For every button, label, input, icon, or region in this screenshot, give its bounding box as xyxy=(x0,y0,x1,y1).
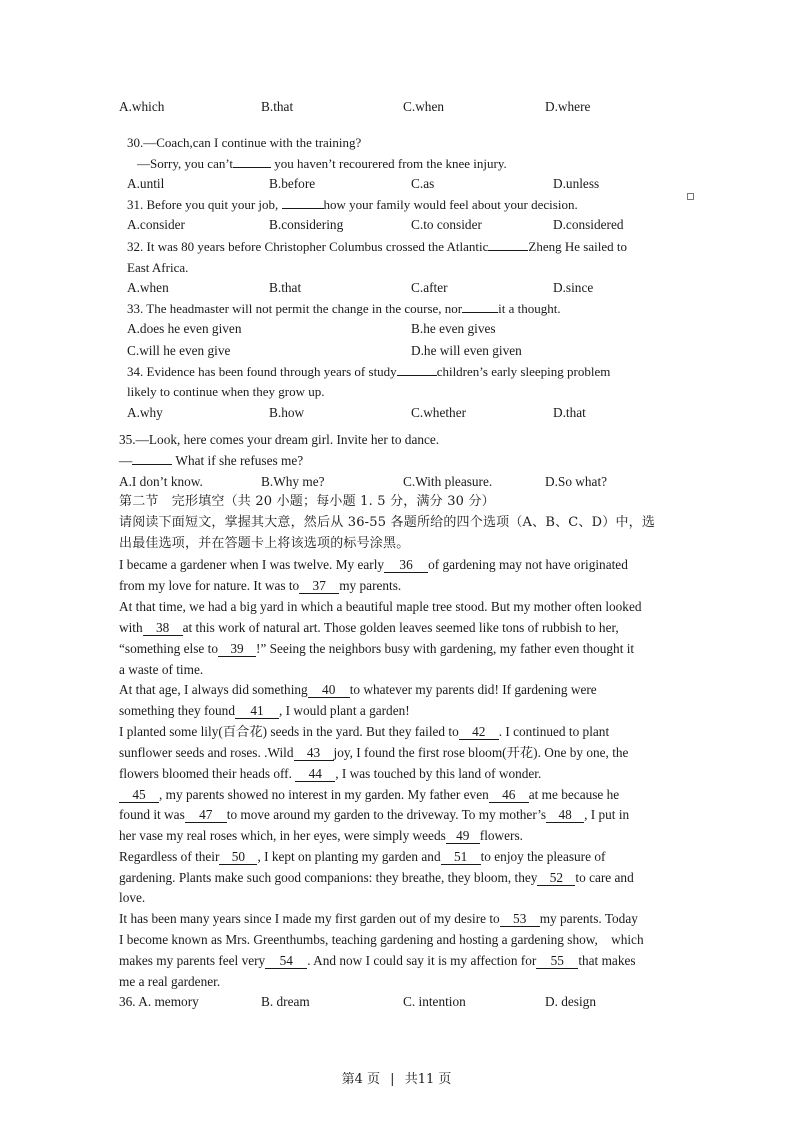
blank-53: 53 xyxy=(500,912,540,927)
passage-line-21: me a real gardener. xyxy=(119,974,221,989)
blank-48: 48 xyxy=(546,808,584,823)
q34-stem-pre: 34. Evidence has been found through years of study xyxy=(127,364,397,379)
passage-text: makes my parents feel very xyxy=(119,953,266,968)
passage-text: that makes xyxy=(578,953,636,968)
page-footer xyxy=(0,1068,793,1087)
q34-stem-post: children’s early sleeping problem xyxy=(436,364,611,379)
section2-instruction-line2: 出最佳选项，并在答题卡上将该选项的标号涂黑。 xyxy=(119,536,410,551)
q34-option-a: A.why xyxy=(127,405,163,420)
passage-text: joy, I found the first rose bloom(开花). One by one, the xyxy=(333,745,629,760)
q32-option-d: D.since xyxy=(553,280,594,295)
q33-option-c: C.will he even give xyxy=(127,343,231,358)
passage-line-4 xyxy=(119,619,619,637)
q31-option-c: C.to consider xyxy=(411,217,482,232)
q33-stem-pre: 33. The headmaster will not permit the change in the course, nor xyxy=(127,301,463,316)
passage-text: Regardless of their xyxy=(119,849,220,864)
passage-line-12 xyxy=(119,786,619,804)
q30-option-a: A.until xyxy=(127,176,165,191)
passage-text: . I continued to plant xyxy=(498,724,610,739)
q35-blank xyxy=(132,464,172,465)
q36-option-c: C. intention xyxy=(403,994,466,1009)
q34-stem-line2: likely to continue when they grow up. xyxy=(127,384,325,399)
passage-text: of gardening may not have originated xyxy=(428,557,628,572)
q33-option-b: B.he even gives xyxy=(411,321,496,336)
q35-stem-pre: — xyxy=(119,453,133,468)
q31-option-a: A.consider xyxy=(127,217,185,232)
q31-blank xyxy=(282,208,324,209)
q36-option-a: 36. A. memory xyxy=(119,994,199,1009)
passage-text: her vase my real roses which, in her eyes, were simply weeds xyxy=(119,828,446,843)
passage-text: from my love for nature. It was to xyxy=(119,578,300,593)
passage-text: , I kept on planting my garden and xyxy=(257,849,441,864)
q30-option-c: C.as xyxy=(411,176,435,191)
passage-line-11 xyxy=(119,765,541,783)
passage-line-17: love. xyxy=(119,890,146,905)
q30-option-b: B.before xyxy=(269,176,316,191)
q30-blank xyxy=(233,167,271,168)
q35-stem-line1: 35.—Look, here comes your dream girl. Invite her to dance. xyxy=(119,432,440,447)
blank-49: 49 xyxy=(446,829,480,844)
q31-option-b: B.considering xyxy=(269,217,344,232)
passage-text: to care and xyxy=(575,870,634,885)
q29-option-d: D.where xyxy=(545,99,591,114)
q30-option-d: D.unless xyxy=(553,176,600,191)
passage-text: found it was xyxy=(119,807,185,822)
q36-option-b: B. dream xyxy=(261,994,310,1009)
passage-text: gardening. Plants make such good companions: they breathe, they bloom, they xyxy=(119,870,538,885)
blank-45: 45 xyxy=(119,788,159,803)
q29-option-b: B.that xyxy=(261,99,294,114)
passage-text: at me because he xyxy=(528,787,620,802)
q34-option-d: D.that xyxy=(553,405,586,420)
q32-stem xyxy=(127,238,627,256)
passage-text: sunflower seeds and roses. .Wild xyxy=(119,745,294,760)
q35-option-a: A.I don’t know. xyxy=(119,474,203,489)
q32-option-c: C.after xyxy=(411,280,448,295)
passage-text: with xyxy=(119,620,143,635)
passage-line-1 xyxy=(119,556,628,574)
passage-text: At that age, I always did something xyxy=(119,682,308,697)
blank-50: 50 xyxy=(219,850,257,865)
passage-text: flowers bloomed their heads off. xyxy=(119,766,292,781)
q32-option-a: A.when xyxy=(127,280,169,295)
q31-stem-post: how your family would feel about your decision. xyxy=(323,197,578,212)
blank-38: 38 xyxy=(143,621,183,636)
passage-line-15 xyxy=(119,848,605,866)
q32-stem-post: Zheng He sailed to xyxy=(528,239,627,254)
passage-text: “something else to xyxy=(119,641,218,656)
blank-42: 42 xyxy=(459,725,499,740)
q35-option-d: D.So what? xyxy=(545,474,608,489)
page-number-separator: | xyxy=(390,1072,395,1087)
passage-line-13 xyxy=(119,806,629,824)
blank-36: 36 xyxy=(384,558,428,573)
passage-text: my parents. xyxy=(339,578,402,593)
q32-stem-line2: East Africa. xyxy=(127,260,189,275)
blank-47: 47 xyxy=(185,808,227,823)
q35-option-c: C.With pleasure. xyxy=(403,474,493,489)
q33-option-a: A.does he even given xyxy=(127,321,242,336)
passage-line-20 xyxy=(119,952,636,970)
passage-line-2 xyxy=(119,577,401,595)
blank-43: 43 xyxy=(294,746,334,761)
page-number-total: 共11 页 xyxy=(404,1072,452,1087)
passage-text: , I would plant a garden! xyxy=(278,703,410,718)
passage-line-5 xyxy=(119,640,634,658)
passage-text: , I put in xyxy=(584,807,630,822)
blank-54: 54 xyxy=(265,954,307,969)
blank-51: 51 xyxy=(441,850,481,865)
passage-text: at this work of natural art. Those golden leaves seemed like tons of rubbish to her, xyxy=(182,620,619,635)
q30-stem-line2 xyxy=(137,155,507,173)
passage-line-16 xyxy=(119,869,634,887)
q32-blank xyxy=(488,250,528,251)
q34-blank xyxy=(397,375,437,376)
blank-44: 44 xyxy=(295,767,335,782)
q35-stem-post: What if she refuses me? xyxy=(175,453,304,468)
q33-stem xyxy=(127,300,561,318)
passage-text: something they found xyxy=(119,703,235,718)
passage-line-10 xyxy=(119,744,628,762)
blank-52: 52 xyxy=(537,871,575,886)
passage-line-7 xyxy=(119,681,597,699)
q33-blank xyxy=(462,312,498,313)
page-number-current: 第4 页 xyxy=(341,1072,381,1087)
checkbox-square-icon xyxy=(687,193,694,200)
blank-39: 39 xyxy=(218,642,256,657)
passage-text: to whatever my parents did! If gardening were xyxy=(349,682,597,697)
passage-text: flowers. xyxy=(479,828,523,843)
q31-stem-pre: 31. Before you quit your job, xyxy=(127,197,279,212)
q30-stem-line1: 30.—Coach,can I continue with the training? xyxy=(127,135,362,150)
q31-stem xyxy=(127,196,578,214)
blank-55: 55 xyxy=(536,954,578,969)
passage-text: to move around my garden to the driveway. To my mother’s xyxy=(226,807,547,822)
passage-text: , I was touched by this land of wonder. xyxy=(335,766,542,781)
blank-37: 37 xyxy=(299,579,339,594)
passage-line-14 xyxy=(119,827,523,845)
passage-line-19: I become known as Mrs. Greenthumbs, teaching gardening and hosting a gardening show, which xyxy=(119,932,644,947)
passage-line-9 xyxy=(119,723,609,741)
passage-text: . And now I could say it is my affection for xyxy=(307,953,537,968)
passage-text: It has been many years since I made my first garden out of my desire to xyxy=(119,911,500,926)
blank-46: 46 xyxy=(489,788,529,803)
q32-option-b: B.that xyxy=(269,280,302,295)
passage-text: my parents. Today xyxy=(539,911,638,926)
blank-40: 40 xyxy=(308,683,350,698)
passage-text: !” Seeing the neighbors busy with gardening, my father even thought it xyxy=(255,641,635,656)
blank-41: 41 xyxy=(235,704,279,719)
q36-option-d: D. design xyxy=(545,994,596,1009)
q29-option-c: C.when xyxy=(403,99,444,114)
passage-line-8 xyxy=(119,702,410,720)
q29-option-a: A.which xyxy=(119,99,165,114)
q31-option-d: D.considered xyxy=(553,217,624,232)
q33-option-d: D.he will even given xyxy=(411,343,522,358)
passage-text: I became a gardener when I was twelve. My early xyxy=(119,557,385,572)
q34-stem xyxy=(127,363,610,381)
q33-stem-post: it a thought. xyxy=(498,301,561,316)
q32-stem-pre: 32. It was 80 years before Christopher Columbus crossed the Atlantic xyxy=(127,239,489,254)
passage-text: I planted some lily(百合花) seeds in the yard. But they failed to xyxy=(119,724,459,739)
q35-stem-line2 xyxy=(119,452,303,470)
section2-instruction-line1: 请阅读下面短文，掌握其大意，然后从 36-55 各题所给的四个选项（A、B、C、D）中，选 xyxy=(119,515,656,530)
q34-option-c: C.whether xyxy=(411,405,467,420)
passage-line-6: a waste of time. xyxy=(119,662,204,677)
q35-option-b: B.Why me? xyxy=(261,474,325,489)
passage-line-18 xyxy=(119,910,638,928)
passage-text: to enjoy the pleasure of xyxy=(480,849,606,864)
section2-heading: 第二节 完形填空（共 20 小题；每小题 1. 5 分，满分 30 分） xyxy=(119,494,495,509)
q30-stem-post: you haven’t recourered from the knee injury. xyxy=(274,156,507,171)
passage-text: , my parents showed no interest in my garden. My father even xyxy=(159,787,489,802)
passage-line-3: At that time, we had a big yard in which a beautiful maple tree stood. But my mother often looked xyxy=(119,599,642,614)
q30-stem-pre: —Sorry, you can’t xyxy=(137,156,234,171)
q34-option-b: B.how xyxy=(269,405,305,420)
